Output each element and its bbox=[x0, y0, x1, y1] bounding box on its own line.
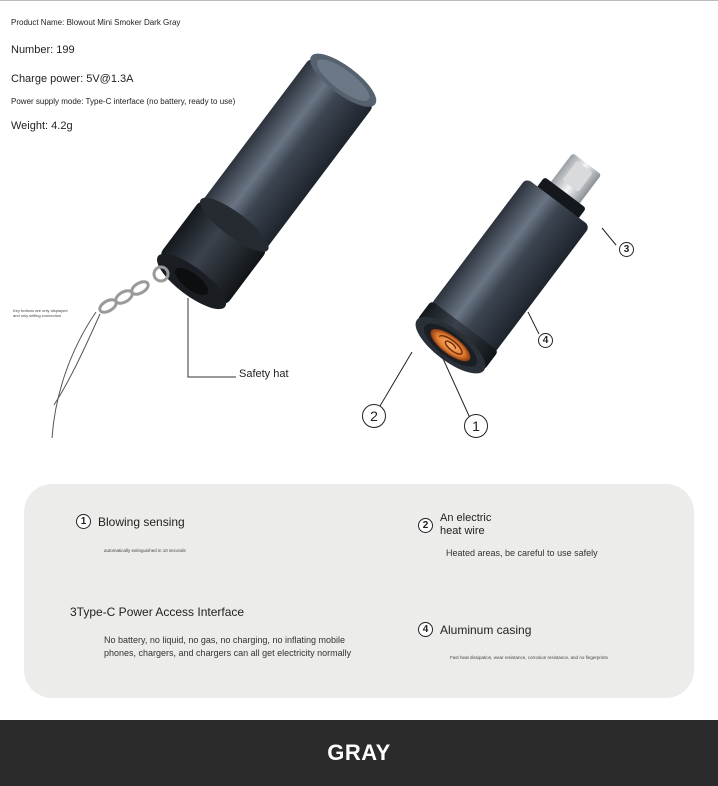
feature-3-desc: No battery, no liquid, no gas, no charging, no inflating mobile phones, chargers, and chargers can all get electricity normally bbox=[104, 635, 352, 658]
tiny-note: Key buttons are only displayed and only selling connection bbox=[13, 308, 68, 318]
left-device bbox=[150, 44, 386, 318]
spec-number: Number: 199 bbox=[11, 44, 75, 56]
keychain bbox=[98, 267, 168, 315]
feature-2 bbox=[418, 512, 510, 538]
feature-4-desc: Fast heat dissipation, wear resistance, corrosion resistance, and no fingerprints bbox=[450, 655, 608, 660]
lanyard-string bbox=[52, 312, 100, 438]
feature-4 bbox=[418, 621, 531, 639]
safety-leader-line bbox=[188, 298, 236, 377]
callout-1: 1 bbox=[464, 414, 495, 438]
feature-3 bbox=[70, 603, 244, 621]
color-label: GRAY bbox=[327, 740, 391, 765]
safety-hat-label: Safety hat bbox=[239, 368, 289, 380]
feature-4-number: 4 bbox=[418, 622, 433, 637]
spec-power-supply: Power supply mode: Type-C interface (no battery, ready to use) bbox=[11, 97, 236, 106]
feature-1-title: Blowing sensing bbox=[98, 514, 185, 529]
feature-1-number: 1 bbox=[76, 514, 91, 529]
right-device bbox=[407, 139, 620, 384]
spec-product-name: Product Name: Blowout Mini Smoker Dark Gray bbox=[11, 18, 181, 27]
callout-3: 3 bbox=[619, 241, 641, 259]
feature-1-desc: automatically extinguished in 10 seconds bbox=[104, 548, 186, 553]
feature-4-title: Aluminum casing bbox=[440, 622, 532, 637]
feature-2-desc: Heated areas, be careful to use safely bbox=[446, 548, 598, 558]
feature-2-title: An electric heat wire bbox=[440, 512, 492, 537]
footer-bar bbox=[0, 720, 718, 786]
feature-3-title: 3Type-C Power Access Interface bbox=[70, 604, 245, 619]
spec-weight: Weight: 4.2g bbox=[11, 120, 73, 132]
feature-1 bbox=[76, 513, 185, 531]
spec-charge-power: Charge power: 5V@1.3A bbox=[11, 73, 134, 85]
callout-4: 4 bbox=[538, 332, 560, 350]
feature-2-number: 2 bbox=[418, 518, 433, 533]
callout-2: 2 bbox=[362, 404, 393, 428]
